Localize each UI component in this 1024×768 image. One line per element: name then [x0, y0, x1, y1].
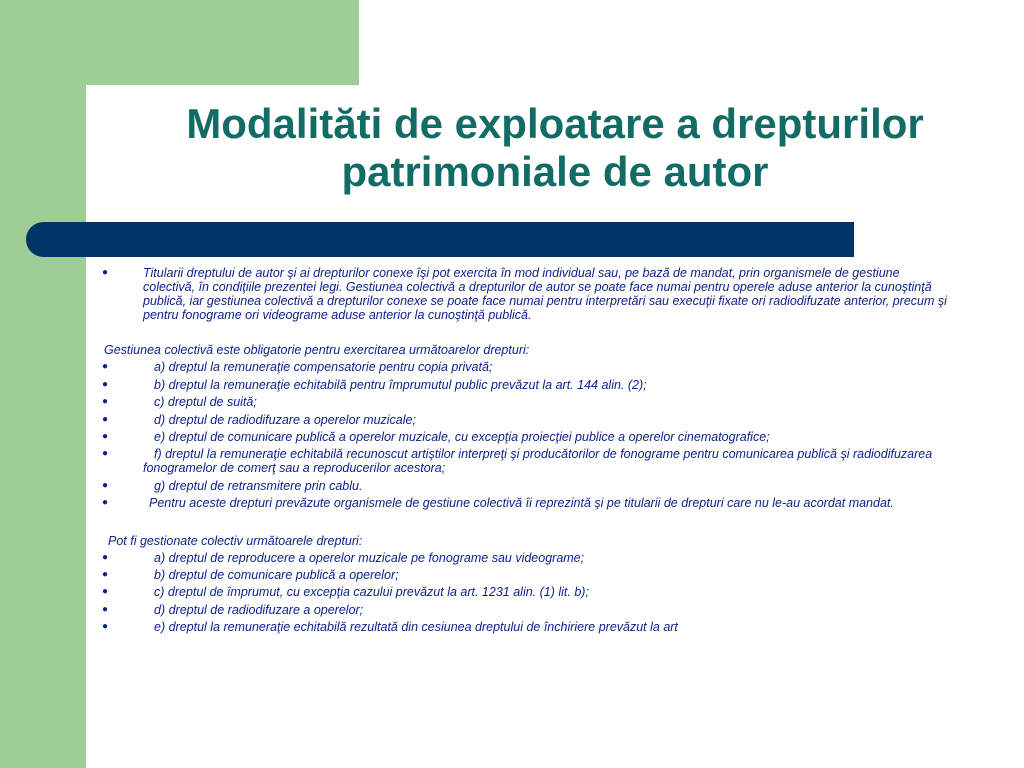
slide-body [102, 266, 952, 637]
section-heading: Gestiunea colectivă este obligatorie pentru exercitarea următoarelor drepturi: [104, 343, 530, 358]
list-item: ● a) dreptul la remuneraţie compensatorie pentru copia privată; [102, 360, 952, 374]
list-item: ● e) dreptul la remuneraţie echitabilă rezultată din cesiunea dreptului de închiriere prevăzut la art [102, 620, 952, 634]
section-heading: Pot fi gestionate colectiv următoarele drepturi: [108, 533, 363, 548]
green-sidebar [0, 0, 86, 768]
list-item: ● b) dreptul la remuneraţie echitabilă pentru împrumutul public prevăzut la art. 144 alin. (2); [102, 378, 952, 392]
list-item: ● Titularii dreptului de autor şi ai drepturilor conexe îşi pot exercita în mod individual sau, pe bază de mandat, prin organismele de gestiune colectivă, în condiţiile prezentei legi. Gestiunea colectivă a drepturilor de autor se poate face numai pentru operele aduse anterior la cunoştinţă publică, iar gestiunea colectivă a drepturilor conexe se poate face numai pentru interpretări sau execuţii fixate ori radiodifuzate anterior, precum şi pentru fonograme ori videograme aduse anterior la cunoştinţă publică. [102, 266, 952, 322]
list-item: ● d) dreptul de radiodifuzare a operelor; [102, 603, 952, 617]
list-item: ● c) dreptul de suită; [102, 395, 952, 409]
green-top-block [0, 0, 359, 85]
list-item: ● b) dreptul de comunicare publică a operelor; [102, 568, 952, 582]
slide-title: Modalităti de exploatare a drepturilor patrimoniale de autor [186, 100, 924, 195]
list-item: ● d) dreptul de radiodifuzare a operelor muzicale; [102, 413, 952, 427]
background-corner [359, 0, 1024, 90]
title-underline-bar [26, 222, 854, 257]
list-item: ● c) dreptul de împrumut, cu excepţia cazului prevăzut la art. 1231 alin. (1) lit. b); [102, 585, 952, 599]
list-item: ● e) dreptul de comunicare publică a operelor muzicale, cu excepţia proiecţiei publice a operelor cinematografice; [102, 430, 952, 444]
list-item: ● a) dreptul de reproducere a operelor muzicale pe fonograme sau videograme; [102, 551, 952, 565]
list-item: ● f) dreptul la remuneraţie echitabilă recunoscut artiştilor interpreţi şi producătorilor de fonograme pentru comunicarea publică şi radiodifuzarea fonogramelor de comerţ sau a reproducerilor acestora; [102, 447, 952, 475]
list-item: ● g) dreptul de retransmitere prin cablu. [102, 479, 952, 493]
list-item: ● Pentru aceste drepturi prevăzute organismele de gestiune colectivă îi reprezintă şi pe titularii de drepturi care nu le-au acordat mandat. [102, 496, 952, 510]
